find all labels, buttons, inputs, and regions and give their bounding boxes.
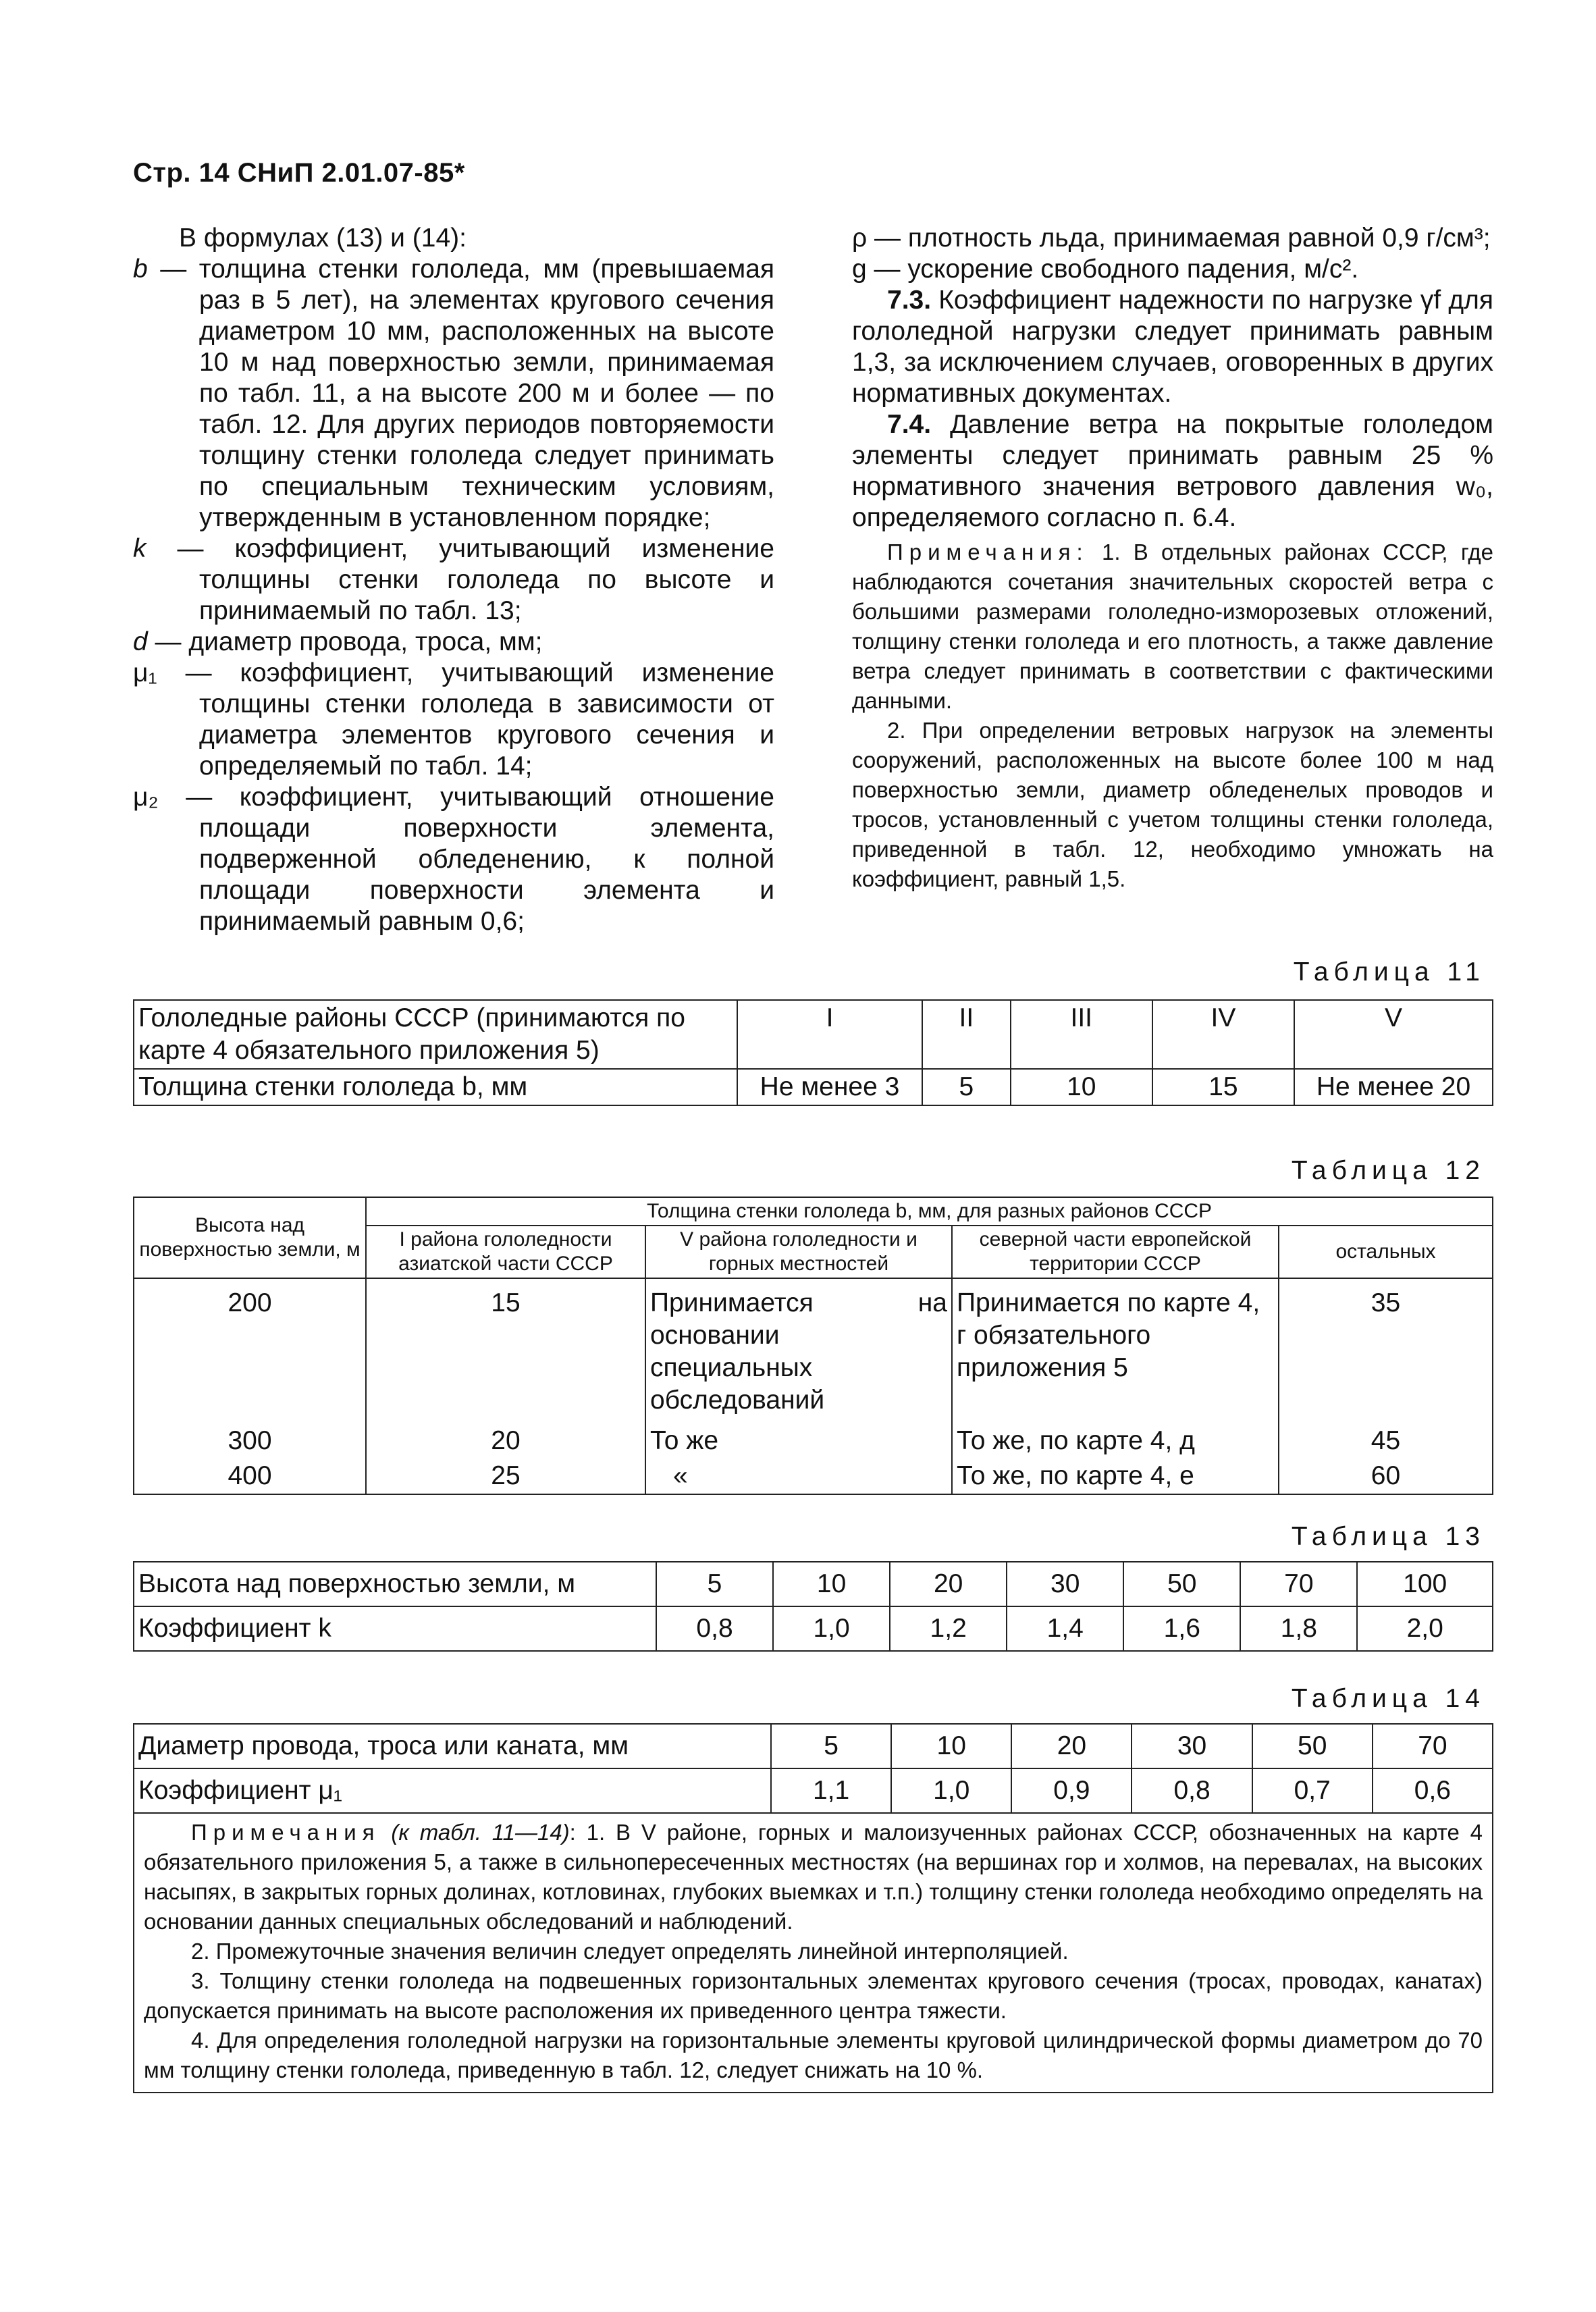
definition-mu1: μ₁ — коэффициент, учитывающий изменение толщины стенки гололеда в зависимости от диаметра элементов кругового сечения и определяемый по табл. 14; xyxy=(133,658,774,781)
table-cell: V xyxy=(1294,1000,1493,1069)
table-cell: 60 xyxy=(1279,1459,1493,1494)
table-cell: 400 xyxy=(134,1459,366,1494)
table-cell: Коэффициент μ₁ xyxy=(134,1768,771,1813)
table-cell: 30 xyxy=(1007,1562,1123,1606)
notes-label: Примечания: xyxy=(887,540,1089,564)
table-cell: 30 xyxy=(1132,1724,1252,1768)
table-row xyxy=(134,1000,1493,1069)
table-cell: 20 xyxy=(1011,1724,1132,1768)
table-row xyxy=(134,1069,1493,1105)
table-cell: 5 xyxy=(656,1562,773,1606)
table-14-caption: Таблица 14 xyxy=(1291,1684,1485,1713)
table-cell: Высота над поверхностью земли, м xyxy=(134,1562,656,1606)
table-cell: I xyxy=(737,1000,922,1069)
table-row xyxy=(134,1278,1493,1418)
table-cell: 45 xyxy=(1279,1418,1493,1459)
table-header-cell: остальных xyxy=(1279,1226,1493,1278)
table-cell: 1,1 xyxy=(771,1768,891,1813)
table-11-caption: Таблица 11 xyxy=(1293,957,1485,987)
table-cell: 1,8 xyxy=(1240,1606,1357,1651)
table-cell: 1,4 xyxy=(1007,1606,1123,1651)
notes-tables xyxy=(133,1808,1493,2093)
table-cell: 0,8 xyxy=(1132,1768,1252,1813)
table-cell: То же, по карте 4, е xyxy=(952,1459,1279,1494)
table-row xyxy=(134,1768,1493,1813)
table-cell: IV xyxy=(1152,1000,1294,1069)
notes-table-2: 2. Промежуточные значения величин следует определять линейной интерполяцией. xyxy=(191,1939,1069,1964)
table-cell: 5 xyxy=(771,1724,891,1768)
table-cell: 2,0 xyxy=(1357,1606,1493,1651)
definition-mu2: μ₂ — коэффициент, учитывающий отношение площади поверхности элемента, подверженной обледенению, к полной площади поверхности элемента и принимаемый равным 0,6; xyxy=(133,783,774,936)
table-header-row xyxy=(134,1197,1493,1226)
note-2: 2. При определении ветровых нагрузок на элементы сооружений, расположенных на высоте более 100 м над поверхностью земли, диаметр обледенелых проводов и тросов, установленный с учетом толщины стенки гололеда, приведенной в табл. 12, необходимо умножать на коэффициент, равный 1,5. xyxy=(852,718,1493,891)
table-cell: Диаметр провода, троса или каната, мм xyxy=(134,1724,771,1768)
table-cell: 15 xyxy=(1152,1069,1294,1105)
paragraph-7-4: 7.4. Давление ветра на покрытые гололедом элементы следует принимать равным 25 % нормативного значения ветрового давления w₀, определяемого согласно п. 6.4. xyxy=(852,410,1493,532)
table-cell: 1,0 xyxy=(773,1606,890,1651)
paragraph-7-3: 7.3. Коэффициент надежности по нагрузке γf для гололедной нагрузки следует принимать равным 1,3, за исключением случаев, оговоренных в других нормативных документах. xyxy=(852,286,1493,408)
table-row xyxy=(134,1418,1493,1459)
table-cell: 5 xyxy=(922,1069,1011,1105)
table-cell: « xyxy=(645,1459,952,1494)
table-cell: 25 xyxy=(366,1459,645,1494)
table-row xyxy=(134,1459,1493,1494)
table-13 xyxy=(133,1561,1493,1652)
notes-table-4: 4. Для определения гололедной нагрузки на горизонтальные элементы круговой цилиндрической формы диаметром до 70 мм толщину стенки гололеда, приведенную в табл. 12, следует снижать на 10 %. xyxy=(144,2028,1483,2082)
table-cell: Коэффициент k xyxy=(134,1606,656,1651)
definition-k: k — коэффициент, учитывающий изменение толщины стенки гололеда по высоте и принимаемый по табл. 13; xyxy=(133,534,774,625)
table-cell: 10 xyxy=(773,1562,890,1606)
table-cell: 70 xyxy=(1240,1562,1357,1606)
note-1: 1. В отдельных районах СССР, где наблюдаются сочетания значительных скоростей ветра с большими размерами гололедно-изморозевых отложений, толщину стенки гололеда и его плотность, а также давление ветра следует принимать в соответствии с фактическими данными. xyxy=(852,540,1493,713)
table-cell: Принимается на основании специальных обследований xyxy=(645,1278,952,1418)
table-13-caption: Таблица 13 xyxy=(1291,1522,1485,1551)
table-cell: 100 xyxy=(1357,1562,1493,1606)
table-cell: 1,6 xyxy=(1123,1606,1240,1651)
table-cell: Принимается по карте 4, г обязательного приложения 5 xyxy=(952,1278,1279,1418)
table-cell: Не менее 20 xyxy=(1294,1069,1493,1105)
table-cell: 10 xyxy=(1011,1069,1152,1105)
table-cell: 50 xyxy=(1252,1724,1373,1768)
table-cell: Гололедные районы СССР (принимаются по карте 4 обязательного приложения 5) xyxy=(134,1000,737,1069)
table-header-cell: I района гололедности азиатской части СССР xyxy=(366,1226,645,1278)
table-cell: 1,2 xyxy=(890,1606,1007,1651)
table-12 xyxy=(133,1197,1493,1495)
formula-intro: В формулах (13) и (14): xyxy=(179,224,467,253)
table-cell: Толщина стенки гололеда b, мм xyxy=(134,1069,737,1105)
table-header-group: Толщина стенки гололеда b, мм, для разных районов СССР xyxy=(366,1197,1493,1226)
table-row xyxy=(134,1606,1493,1651)
definition-rho: ρ — плотность льда, принимаемая равной 0,9 г/см³; xyxy=(852,224,1491,253)
table-cell: 20 xyxy=(890,1562,1007,1606)
definition-d: d — диаметр провода, троса, мм; xyxy=(133,627,543,656)
table-row xyxy=(134,1562,1493,1606)
table-cell: 10 xyxy=(891,1724,1011,1768)
definition-b: b — толщина стенки гололеда, мм (превышаемая раз в 5 лет), на элементах кругового сечения диаметром 10 мм, расположенных на высоте 10 м над поверхностью земли, принимаемая по табл. 11, а на высоте 200 м и более — по табл. 12. Для других периодов повторяемости толщину стенки гололеда следует принимать по специальным техническим условиям, утвержденным в установленном порядке; xyxy=(133,255,774,532)
notes-table-3: 3. Толщину стенки гололеда на подвешенных горизонтальных элементах кругового сечения (тросах, проводах, канатах) допускается принимать на высоте расположения их приведенного центра тяжести. xyxy=(144,1968,1483,2023)
table-cell: 15 xyxy=(366,1278,645,1418)
table-cell: 70 xyxy=(1373,1724,1493,1768)
page-header: Стр. 14 СНиП 2.01.07-85* xyxy=(133,158,465,188)
left-column xyxy=(133,223,774,937)
table-cell: Не менее 3 xyxy=(737,1069,922,1105)
table-cell: 300 xyxy=(134,1418,366,1459)
table-cell: 20 xyxy=(366,1418,645,1459)
table-11 xyxy=(133,999,1493,1106)
notes-wind xyxy=(852,537,1493,894)
table-cell: То же, по карте 4, д xyxy=(952,1418,1279,1459)
table-cell: 0,6 xyxy=(1373,1768,1493,1813)
table-header-cell: V района гололедности и горных местностей xyxy=(645,1226,952,1278)
table-cell: 0,7 xyxy=(1252,1768,1373,1813)
table-cell: 35 xyxy=(1279,1278,1493,1418)
definition-g: g — ускорение свободного падения, м/с². xyxy=(852,255,1359,284)
table-cell: III xyxy=(1011,1000,1152,1069)
table-cell: II xyxy=(922,1000,1011,1069)
table-cell: 200 xyxy=(134,1278,366,1418)
notes-table-1: Примечания (к табл. 11—14): 1. В V районе, горных и малоизученных районах СССР, обозначенных на карте 4 обязательного приложения 5, а также в сильнопересеченных местностях (на вершинах гор и холмов, на перевалах, на высоких насыпях, в закрытых горных долинах, котловинах, глубоких выемках и т.п.) толщину стенки гололеда необходимо определять на основании данных специальных обследований и наблюдений. xyxy=(144,1820,1483,1934)
table-12-caption: Таблица 12 xyxy=(1291,1156,1485,1185)
table-cell: 0,9 xyxy=(1011,1768,1132,1813)
table-cell: 0,8 xyxy=(656,1606,773,1651)
table-cell: 50 xyxy=(1123,1562,1240,1606)
table-cell: 1,0 xyxy=(891,1768,1011,1813)
table-cell: То же xyxy=(645,1418,952,1459)
right-column xyxy=(852,223,1493,894)
table-header-height: Высота над поверхностью земли, м xyxy=(134,1197,366,1278)
table-row xyxy=(134,1724,1493,1768)
table-header-cell: северной части европейской территории СССР xyxy=(952,1226,1279,1278)
table-14 xyxy=(133,1723,1493,1814)
